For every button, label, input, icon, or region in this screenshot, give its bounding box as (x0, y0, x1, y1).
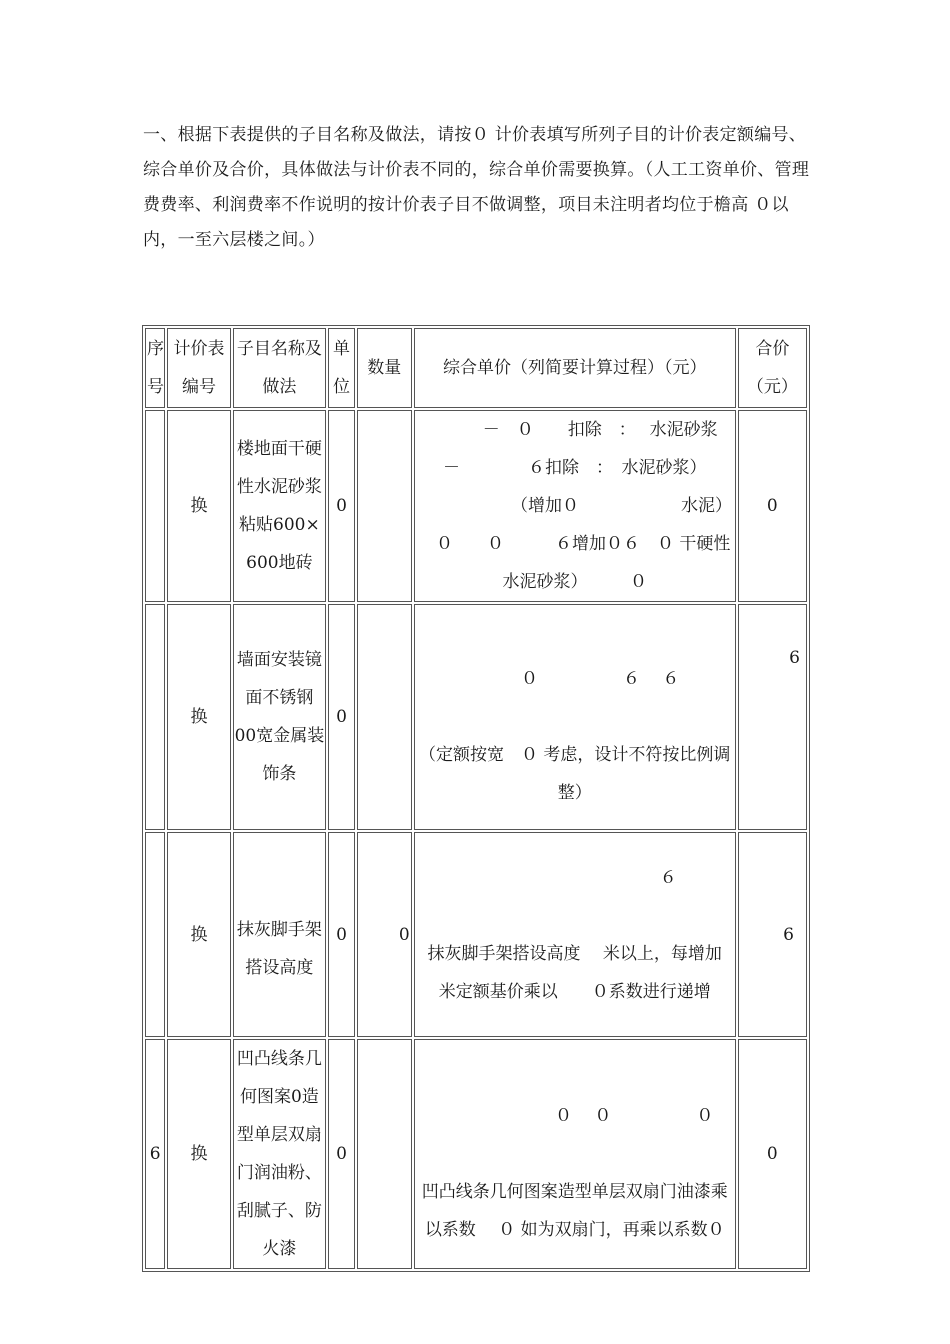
header-price: 综合单价（列简要计算过程）（元） (414, 328, 736, 408)
intro-paragraph: 一、根据下表提供的子目名称及做法，请按０ 计价表填写所列子目的计价表定额编号、综合单价及合价，具体做法与计价表不同的，综合单价需要换算。（人工工资单价、管理费费率、利润费率不作说明的按计价表子目不做调整，项目未注明者均位于檐高 ０以内，一至六层楼之间。） (143, 125, 810, 250)
header-seq: 序号 (145, 328, 165, 408)
cell-name: 抹灰脚手架搭设高度 (233, 832, 327, 1037)
cell-qty (357, 1039, 412, 1269)
cell-name: 凹凸线条几何图案0造型单层双扇门润油粉、刮腻子、防火漆 (233, 1039, 327, 1269)
header-code: 计价表编号 (167, 328, 230, 408)
cell-qty (357, 410, 412, 602)
cell-seq (145, 604, 165, 830)
cell-code: 换 (167, 1039, 230, 1269)
cell-seq: 6 (145, 1039, 165, 1269)
cell-unit: 0 (328, 1039, 354, 1269)
cell-name: 楼地面干硬性水泥砂浆粘贴600×600地砖 (233, 410, 327, 602)
header-name: 子目名称及做法 (233, 328, 327, 408)
quota-table (142, 325, 810, 1272)
table-row (145, 604, 807, 830)
cell-unit: 0 (328, 832, 354, 1037)
header-qty: 数量 (357, 328, 412, 408)
cell-code: 换 (167, 410, 230, 602)
cell-unit: 0 (328, 604, 354, 830)
cell-total: 0 (738, 1039, 807, 1269)
cell-code: 换 (167, 604, 230, 830)
header-total: 合价（元） (738, 328, 807, 408)
header-unit: 单位 (328, 328, 354, 408)
cell-name: 墙面安装镜面不锈钢 00宽金属装饰条 (233, 604, 327, 830)
cell-code: 换 (167, 832, 230, 1037)
table-header-row (145, 328, 807, 408)
cell-qty (357, 604, 412, 830)
table-row (145, 1039, 807, 1269)
cell-calc: － ０ 扣除 ： 水泥砂浆 － ６扣除 ： 水泥砂浆） （增加０ 水泥） ０ ０ ６增加０６ ０ 干硬性水泥砂浆） ０ (414, 410, 736, 602)
cell-total: 6 (738, 832, 807, 1037)
cell-seq (145, 832, 165, 1037)
cell-total: 6 (738, 604, 807, 830)
cell-calc: ０ ０ ０ 凹凸线条几何图案造型单层双扇门油漆乘以系数 ０ 如为双扇门，再乘以系数０ (414, 1039, 736, 1269)
table-row (145, 410, 807, 602)
cell-total: 0 (738, 410, 807, 602)
cell-qty: 0 (357, 832, 412, 1037)
table-row (145, 832, 807, 1037)
cell-seq (145, 410, 165, 602)
cell-unit: 0 (328, 410, 354, 602)
cell-calc: ０ ６ ６ （定额按宽 ０ 考虑，设计不符按比例调整） (414, 604, 736, 830)
cell-calc: ６ 抹灰脚手架搭设高度 米以上，每增加 米定额基价乘以 ０系数进行递增 (414, 832, 736, 1037)
